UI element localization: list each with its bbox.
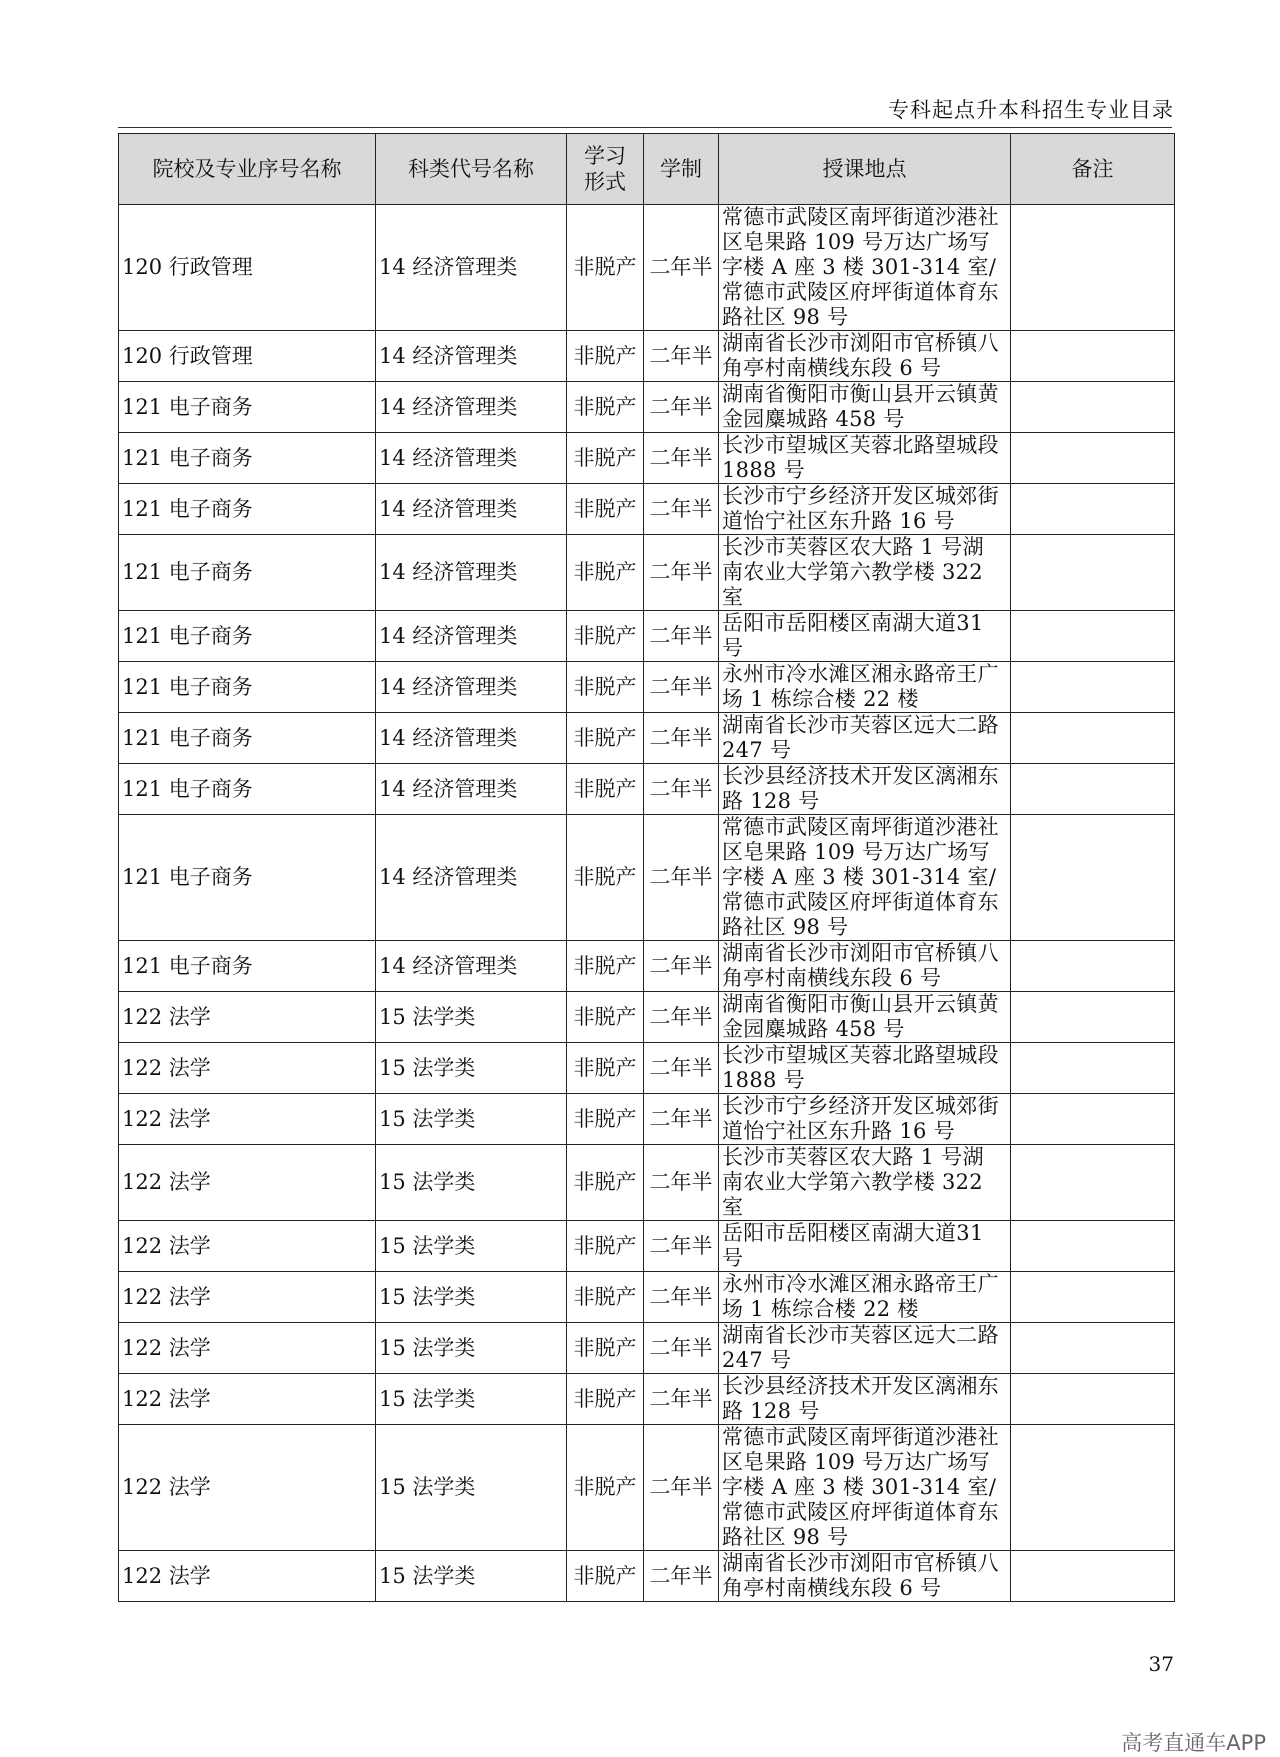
category-cell: 15 法学类 (376, 992, 567, 1043)
major-cell: 121 电子商务 (119, 535, 376, 611)
category-cell: 15 法学类 (376, 1551, 567, 1602)
category-cell: 15 法学类 (376, 1323, 567, 1374)
duration-cell: 二年半 (644, 662, 719, 713)
study-form-cell: 非脱产 (567, 1551, 644, 1602)
duration-cell: 二年半 (644, 1094, 719, 1145)
category-cell: 14 经济管理类 (376, 815, 567, 941)
note-cell (1011, 433, 1175, 484)
duration-cell: 二年半 (644, 1221, 719, 1272)
location-cell: 永州市冷水滩区湘永路帝王广场 1 栋综合楼 22 楼 (719, 1272, 1011, 1323)
major-cell: 122 法学 (119, 1425, 376, 1551)
location-cell: 湖南省长沙市芙蓉区远大二路 247 号 (719, 713, 1011, 764)
major-cell: 122 法学 (119, 1551, 376, 1602)
note-cell (1011, 1145, 1175, 1221)
note-cell (1011, 1323, 1175, 1374)
category-cell: 14 经济管理类 (376, 205, 567, 331)
study-form-cell: 非脱产 (567, 382, 644, 433)
category-cell: 15 法学类 (376, 1043, 567, 1094)
note-cell (1011, 1221, 1175, 1272)
major-cell: 122 法学 (119, 1094, 376, 1145)
table-row (119, 662, 1175, 713)
table-row (119, 205, 1175, 331)
study-form-cell: 非脱产 (567, 1272, 644, 1323)
study-form-cell: 非脱产 (567, 535, 644, 611)
table-row (119, 1043, 1175, 1094)
category-cell: 14 经济管理类 (376, 484, 567, 535)
study-form-cell: 非脱产 (567, 331, 644, 382)
category-cell: 15 法学类 (376, 1094, 567, 1145)
location-cell: 湖南省长沙市浏阳市官桥镇八角亭村南横线东段 6 号 (719, 941, 1011, 992)
table-row (119, 1551, 1175, 1602)
duration-cell: 二年半 (644, 433, 719, 484)
header-rule (118, 127, 1172, 128)
location-cell: 湖南省衡阳市衡山县开云镇黄金园麋城路 458 号 (719, 992, 1011, 1043)
major-cell: 121 电子商务 (119, 611, 376, 662)
duration-cell: 二年半 (644, 941, 719, 992)
major-cell: 121 电子商务 (119, 662, 376, 713)
location-cell: 岳阳市岳阳楼区南湖大道31号 (719, 1221, 1011, 1272)
category-cell: 14 经济管理类 (376, 713, 567, 764)
note-cell (1011, 713, 1175, 764)
note-cell (1011, 662, 1175, 713)
study-form-cell: 非脱产 (567, 1374, 644, 1425)
note-cell (1011, 1094, 1175, 1145)
note-cell (1011, 1272, 1175, 1323)
category-cell: 15 法学类 (376, 1425, 567, 1551)
column-header-location: 授课地点 (719, 134, 1011, 205)
major-cell: 121 电子商务 (119, 764, 376, 815)
major-cell: 122 法学 (119, 1221, 376, 1272)
location-cell: 湖南省衡阳市衡山县开云镇黄金园麋城路 458 号 (719, 382, 1011, 433)
note-cell (1011, 815, 1175, 941)
location-cell: 常德市武陵区南坪街道沙港社区皂果路 109 号万达广场写字楼 A 座 3 楼 301-314 室/常德市武陵区府坪街道体育东路社区 98 号 (719, 815, 1011, 941)
study-form-cell: 非脱产 (567, 764, 644, 815)
study-form-cell: 非脱产 (567, 1323, 644, 1374)
category-cell: 14 经济管理类 (376, 331, 567, 382)
note-cell (1011, 992, 1175, 1043)
duration-cell: 二年半 (644, 815, 719, 941)
location-cell: 岳阳市岳阳楼区南湖大道31号 (719, 611, 1011, 662)
note-cell (1011, 484, 1175, 535)
category-cell: 14 经济管理类 (376, 662, 567, 713)
location-cell: 常德市武陵区南坪街道沙港社区皂果路 109 号万达广场写字楼 A 座 3 楼 301-314 室/常德市武陵区府坪街道体育东路社区 98 号 (719, 1425, 1011, 1551)
note-cell (1011, 205, 1175, 331)
note-cell (1011, 1425, 1175, 1551)
watermark-text: 高考直通车APP (1121, 1731, 1266, 1755)
note-cell (1011, 941, 1175, 992)
location-cell: 湖南省长沙市浏阳市官桥镇八角亭村南横线东段 6 号 (719, 1551, 1011, 1602)
column-header-form: 学习形式 (567, 134, 644, 205)
running-header-title: 专科起点升本科招生专业目录 (888, 98, 1174, 122)
study-form-cell: 非脱产 (567, 433, 644, 484)
duration-cell: 二年半 (644, 713, 719, 764)
column-header-length: 学制 (644, 134, 719, 205)
location-cell: 长沙市芙蓉区农大路 1 号湖南农业大学第六教学楼 322 室 (719, 1145, 1011, 1221)
location-cell: 永州市冷水滩区湘永路帝王广场 1 栋综合楼 22 楼 (719, 662, 1011, 713)
category-cell: 14 经济管理类 (376, 535, 567, 611)
location-cell: 长沙市芙蓉区农大路 1 号湖南农业大学第六教学楼 322 室 (719, 535, 1011, 611)
duration-cell: 二年半 (644, 611, 719, 662)
duration-cell: 二年半 (644, 1374, 719, 1425)
duration-cell: 二年半 (644, 1043, 719, 1094)
study-form-cell: 非脱产 (567, 611, 644, 662)
major-catalog-table (118, 133, 1175, 1602)
note-cell (1011, 331, 1175, 382)
table-row (119, 1221, 1175, 1272)
study-form-cell: 非脱产 (567, 1094, 644, 1145)
table-header-row (119, 134, 1175, 205)
column-header-note: 备注 (1011, 134, 1175, 205)
table-row (119, 611, 1175, 662)
table-row (119, 484, 1175, 535)
table-row (119, 764, 1175, 815)
location-cell: 湖南省长沙市芙蓉区远大二路 247 号 (719, 1323, 1011, 1374)
note-cell (1011, 1043, 1175, 1094)
category-cell: 15 法学类 (376, 1221, 567, 1272)
category-cell: 14 经济管理类 (376, 764, 567, 815)
study-form-cell: 非脱产 (567, 1145, 644, 1221)
major-cell: 122 法学 (119, 1145, 376, 1221)
study-form-cell: 非脱产 (567, 1425, 644, 1551)
table-row (119, 1323, 1175, 1374)
duration-cell: 二年半 (644, 205, 719, 331)
study-form-cell: 非脱产 (567, 815, 644, 941)
major-cell: 121 电子商务 (119, 941, 376, 992)
major-cell: 121 电子商务 (119, 815, 376, 941)
major-cell: 120 行政管理 (119, 205, 376, 331)
study-form-cell: 非脱产 (567, 713, 644, 764)
location-cell: 湖南省长沙市浏阳市官桥镇八角亭村南横线东段 6 号 (719, 331, 1011, 382)
category-cell: 15 法学类 (376, 1374, 567, 1425)
duration-cell: 二年半 (644, 1272, 719, 1323)
duration-cell: 二年半 (644, 1145, 719, 1221)
study-form-cell: 非脱产 (567, 1043, 644, 1094)
study-form-cell: 非脱产 (567, 1221, 644, 1272)
duration-cell: 二年半 (644, 484, 719, 535)
location-cell: 长沙市宁乡经济开发区城郊街道怡宁社区东升路 16 号 (719, 484, 1011, 535)
table-row (119, 1374, 1175, 1425)
major-cell: 120 行政管理 (119, 331, 376, 382)
duration-cell: 二年半 (644, 535, 719, 611)
study-form-cell: 非脱产 (567, 484, 644, 535)
note-cell (1011, 1551, 1175, 1602)
location-cell: 长沙市望城区芙蓉北路望城段 1888 号 (719, 433, 1011, 484)
study-form-cell: 非脱产 (567, 992, 644, 1043)
category-cell: 14 经济管理类 (376, 382, 567, 433)
category-cell: 14 经济管理类 (376, 611, 567, 662)
category-cell: 14 经济管理类 (376, 433, 567, 484)
duration-cell: 二年半 (644, 382, 719, 433)
duration-cell: 二年半 (644, 1323, 719, 1374)
location-cell: 长沙县经济技术开发区漓湘东路 128 号 (719, 1374, 1011, 1425)
major-cell: 121 电子商务 (119, 382, 376, 433)
note-cell (1011, 535, 1175, 611)
note-cell (1011, 382, 1175, 433)
table-row (119, 535, 1175, 611)
table-row (119, 815, 1175, 941)
duration-cell: 二年半 (644, 764, 719, 815)
location-cell: 常德市武陵区南坪街道沙港社区皂果路 109 号万达广场写字楼 A 座 3 楼 301-314 室/常德市武陵区府坪街道体育东路社区 98 号 (719, 205, 1011, 331)
table-body (119, 205, 1175, 1602)
category-cell: 15 法学类 (376, 1272, 567, 1323)
major-cell: 122 法学 (119, 1272, 376, 1323)
column-header-category: 科类代号名称 (376, 134, 567, 205)
major-cell: 122 法学 (119, 992, 376, 1043)
table-row (119, 433, 1175, 484)
table-row (119, 941, 1175, 992)
major-cell: 121 电子商务 (119, 484, 376, 535)
table-row (119, 1145, 1175, 1221)
major-cell: 121 电子商务 (119, 713, 376, 764)
page-number: 37 (1148, 1652, 1174, 1676)
location-cell: 长沙市望城区芙蓉北路望城段 1888 号 (719, 1043, 1011, 1094)
duration-cell: 二年半 (644, 992, 719, 1043)
table-row (119, 1272, 1175, 1323)
category-cell: 15 法学类 (376, 1145, 567, 1221)
location-cell: 长沙县经济技术开发区漓湘东路 128 号 (719, 764, 1011, 815)
table-row (119, 992, 1175, 1043)
duration-cell: 二年半 (644, 1425, 719, 1551)
location-cell: 长沙市宁乡经济开发区城郊街道怡宁社区东升路 16 号 (719, 1094, 1011, 1145)
duration-cell: 二年半 (644, 331, 719, 382)
table-row (119, 331, 1175, 382)
category-cell: 14 经济管理类 (376, 941, 567, 992)
table-row (119, 382, 1175, 433)
column-header-major: 院校及专业序号名称 (119, 134, 376, 205)
major-cell: 122 法学 (119, 1323, 376, 1374)
table-row (119, 1094, 1175, 1145)
table-row (119, 713, 1175, 764)
note-cell (1011, 611, 1175, 662)
major-cell: 122 法学 (119, 1374, 376, 1425)
major-cell: 121 电子商务 (119, 433, 376, 484)
note-cell (1011, 1374, 1175, 1425)
table-row (119, 1425, 1175, 1551)
study-form-cell: 非脱产 (567, 941, 644, 992)
study-form-cell: 非脱产 (567, 205, 644, 331)
duration-cell: 二年半 (644, 1551, 719, 1602)
note-cell (1011, 764, 1175, 815)
major-cell: 122 法学 (119, 1043, 376, 1094)
study-form-cell: 非脱产 (567, 662, 644, 713)
